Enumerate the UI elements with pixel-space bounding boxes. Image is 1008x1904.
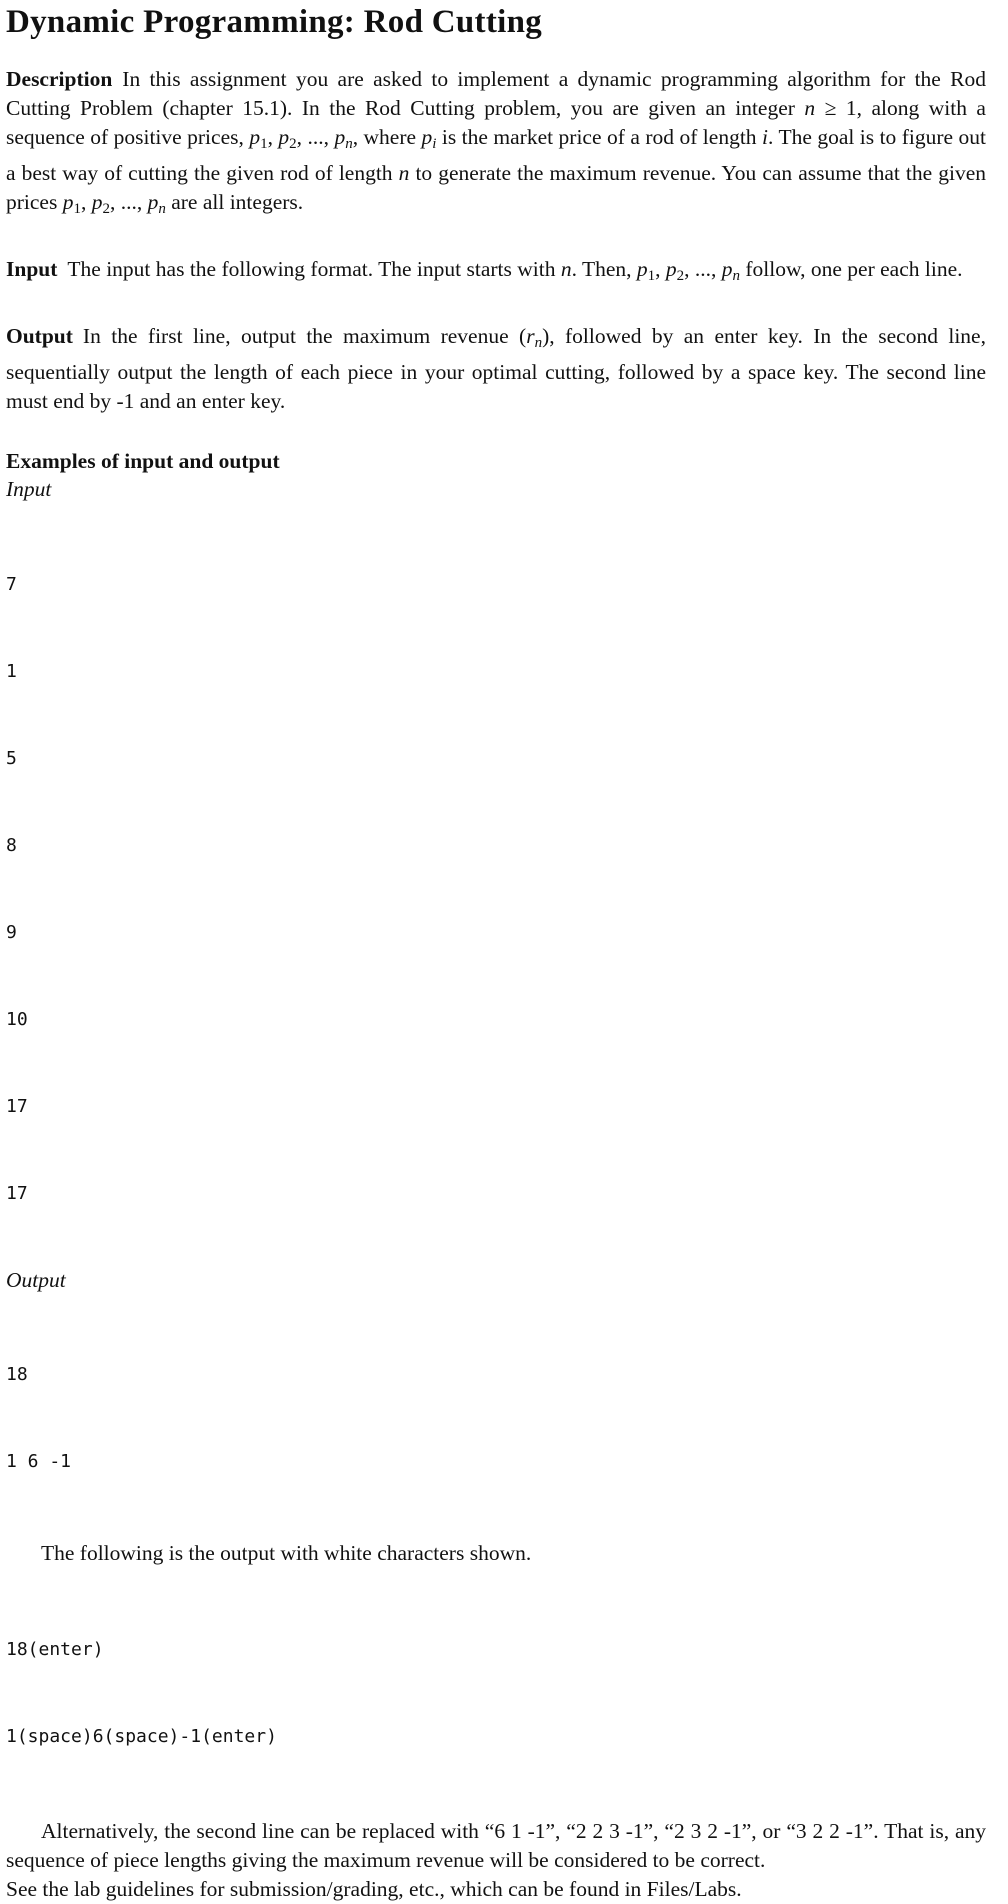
description-heading: Description (6, 67, 113, 91)
code-line: 1 (6, 661, 17, 682)
output-heading: Output (6, 324, 73, 348)
code-line: 5 (6, 748, 17, 769)
input-paragraph: Input The input has the following format. The input starts with n. Then, $p_1$, $p_2$, ..., pn follow, one per each line. (6, 257, 963, 284)
example-output-block (6, 1302, 986, 1534)
whitespace-output-block (6, 1577, 986, 1809)
code-line: 17 (6, 1096, 28, 1117)
output-paragraph: Output In the first line, output the maximum revenue (rn), followed by an enter key. In the second line, sequentially output the length of each piece in your optimal cutting, followed by a space key. The second line must end by -1 and an enter key. (6, 324, 986, 413)
description-paragraph: Description In this assignment you are asked to implement a dynamic programming algorithm for the Rod Cutting Problem (chapter 15.1). In the Rod Cutting problem, you are given an integer n ≥ 1, along with a sequence of positive prices, $p_1$, $p_2$, ..., pn, where pi is the market price of a rod of length i. The goal is to figure out a best way of cutting the given rod of length n to generate the maximum revenue. You can assume that the given prices $p_1$, $p_2$, ..., pn are all integers. (6, 67, 987, 217)
code-line: 8 (6, 835, 17, 856)
whitespace-note: The following is the output with white characters shown. (41, 1541, 532, 1565)
code-line: 10 (6, 1009, 28, 1030)
code-line: 7 (6, 574, 17, 595)
code-line: 18 (6, 1364, 28, 1385)
code-line: 18(enter) (6, 1639, 104, 1660)
code-line: 1(space)6(space)-1(enter) (6, 1726, 277, 1747)
alternative-note: Alternatively, the second line can be replaced with “6 1 -1”, “2 2 3 -1”, “2 3 2 -1”, or “3 2 2 -1”. That is, any sequence of piece lengths giving the maximum revenue will be considered to be correct. (6, 1819, 986, 1872)
code-line: 17 (6, 1183, 28, 1204)
page-title: Dynamic Programming: Rod Cutting (6, 4, 543, 40)
examples-heading: Examples of input and output (6, 449, 280, 473)
example-output-label: Output (6, 1268, 66, 1292)
example-input-label: Input (6, 477, 52, 501)
example-input-block (6, 512, 986, 1266)
code-line: 9 (6, 922, 17, 943)
code-line: 1 6 -1 (6, 1451, 72, 1472)
guidelines-note: See the lab guidelines for submission/grading, etc., which can be found in Files/Labs. (6, 1877, 742, 1901)
input-heading: Input (6, 257, 58, 281)
